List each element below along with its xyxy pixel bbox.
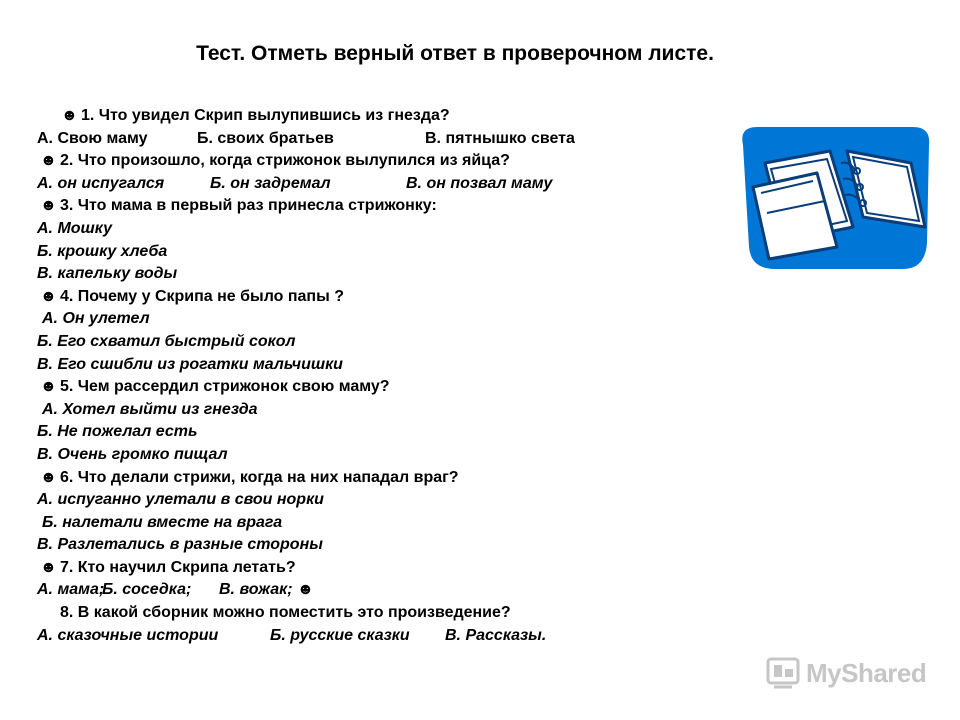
answer-option: А. сказочные истории <box>37 626 219 644</box>
answer-option: В. он позвал маму <box>406 174 553 192</box>
answer-option: Б. своих братьев <box>197 129 334 147</box>
answer-option: А. Свою маму <box>37 129 148 147</box>
folders-binder-icon <box>735 123 935 273</box>
smiley-bullet-icon: ☻ <box>297 581 314 599</box>
answer-option: Б. соседка; <box>102 581 192 599</box>
answer-option: Б. Не пожелал есть <box>37 423 198 441</box>
smiley-bullet-icon: ☻ <box>40 468 57 486</box>
answers-7 <box>37 579 727 602</box>
smiley-bullet-icon: ☻ <box>40 152 57 170</box>
question-text: 5. Чем рассердил стрижонок свою маму? <box>60 378 390 396</box>
answer-option: Б. крошку хлеба <box>37 242 168 260</box>
answer-option: А. Мошку <box>37 219 112 237</box>
answers-8 <box>37 625 727 648</box>
answer-option: А. Хотел выйти из гнезда <box>42 400 258 418</box>
question-text: 6. Что делали стрижи, когда на них нападал враг? <box>60 468 459 486</box>
answer-option: Б. Его схватил быстрый сокол <box>37 332 296 350</box>
answer-option: В. пятнышко света <box>425 129 575 147</box>
answer-option: Б. налетали вместе на врага <box>42 513 283 531</box>
answer-option: В. капельку воды <box>37 265 178 283</box>
smiley-bullet-icon: ☻ <box>40 287 57 305</box>
question-text: 7. Кто научил Скрипа летать? <box>60 558 296 576</box>
answer-option: А. испуганно улетали в свои норки <box>37 491 324 509</box>
answers-1 <box>37 128 727 151</box>
question-7 <box>37 557 727 580</box>
smiley-bullet-icon: ☻ <box>40 197 57 215</box>
question-8 <box>37 602 727 625</box>
question-text: 3. Что мама в первый раз принесла стрижонку: <box>60 197 437 215</box>
watermark-text: MyShared <box>806 658 927 688</box>
answer-option: А. он испугался <box>37 174 165 192</box>
answers-2 <box>37 173 727 196</box>
myshared-logo-icon <box>766 657 802 689</box>
question-text: 8. В какой сборник можно поместить это произведение? <box>60 604 511 622</box>
quiz-list <box>37 105 727 647</box>
watermark <box>766 655 936 691</box>
question-1 <box>37 105 727 128</box>
answer-option: А. Он улетел <box>42 310 150 328</box>
question-6 <box>37 467 727 490</box>
question-4 <box>37 286 727 309</box>
question-5 <box>37 376 727 399</box>
answer-option: В. Рассказы. <box>445 626 547 644</box>
answer-option: В. Очень громко пищал <box>37 445 228 463</box>
question-text: 2. Что произошло, когда стрижонок вылупился из яйца? <box>60 152 510 170</box>
answer-option: Б. русские сказки <box>270 626 410 644</box>
smiley-bullet-icon: ☻ <box>40 378 57 396</box>
question-3 <box>37 195 727 218</box>
answer-option: Б. он задремал <box>210 174 331 192</box>
question-text: 1. Что увидел Скрип вылупившись из гнезда? <box>81 107 450 124</box>
smiley-bullet-icon: ☻ <box>61 107 78 124</box>
smiley-bullet-icon: ☻ <box>40 558 57 576</box>
answer-option: А. мама; <box>37 581 105 599</box>
question-2 <box>37 150 727 173</box>
page-title: Тест. Отметь верный ответ в проверочном листе. <box>196 42 714 65</box>
answer-option: В. вожак; <box>219 581 293 599</box>
answer-option: В. Разлетались в разные стороны <box>37 536 323 554</box>
answer-option: В. Его сшибли из рогатки мальчишки <box>37 355 343 373</box>
question-text: 4. Почему у Скрипа не было папы ? <box>60 287 344 305</box>
